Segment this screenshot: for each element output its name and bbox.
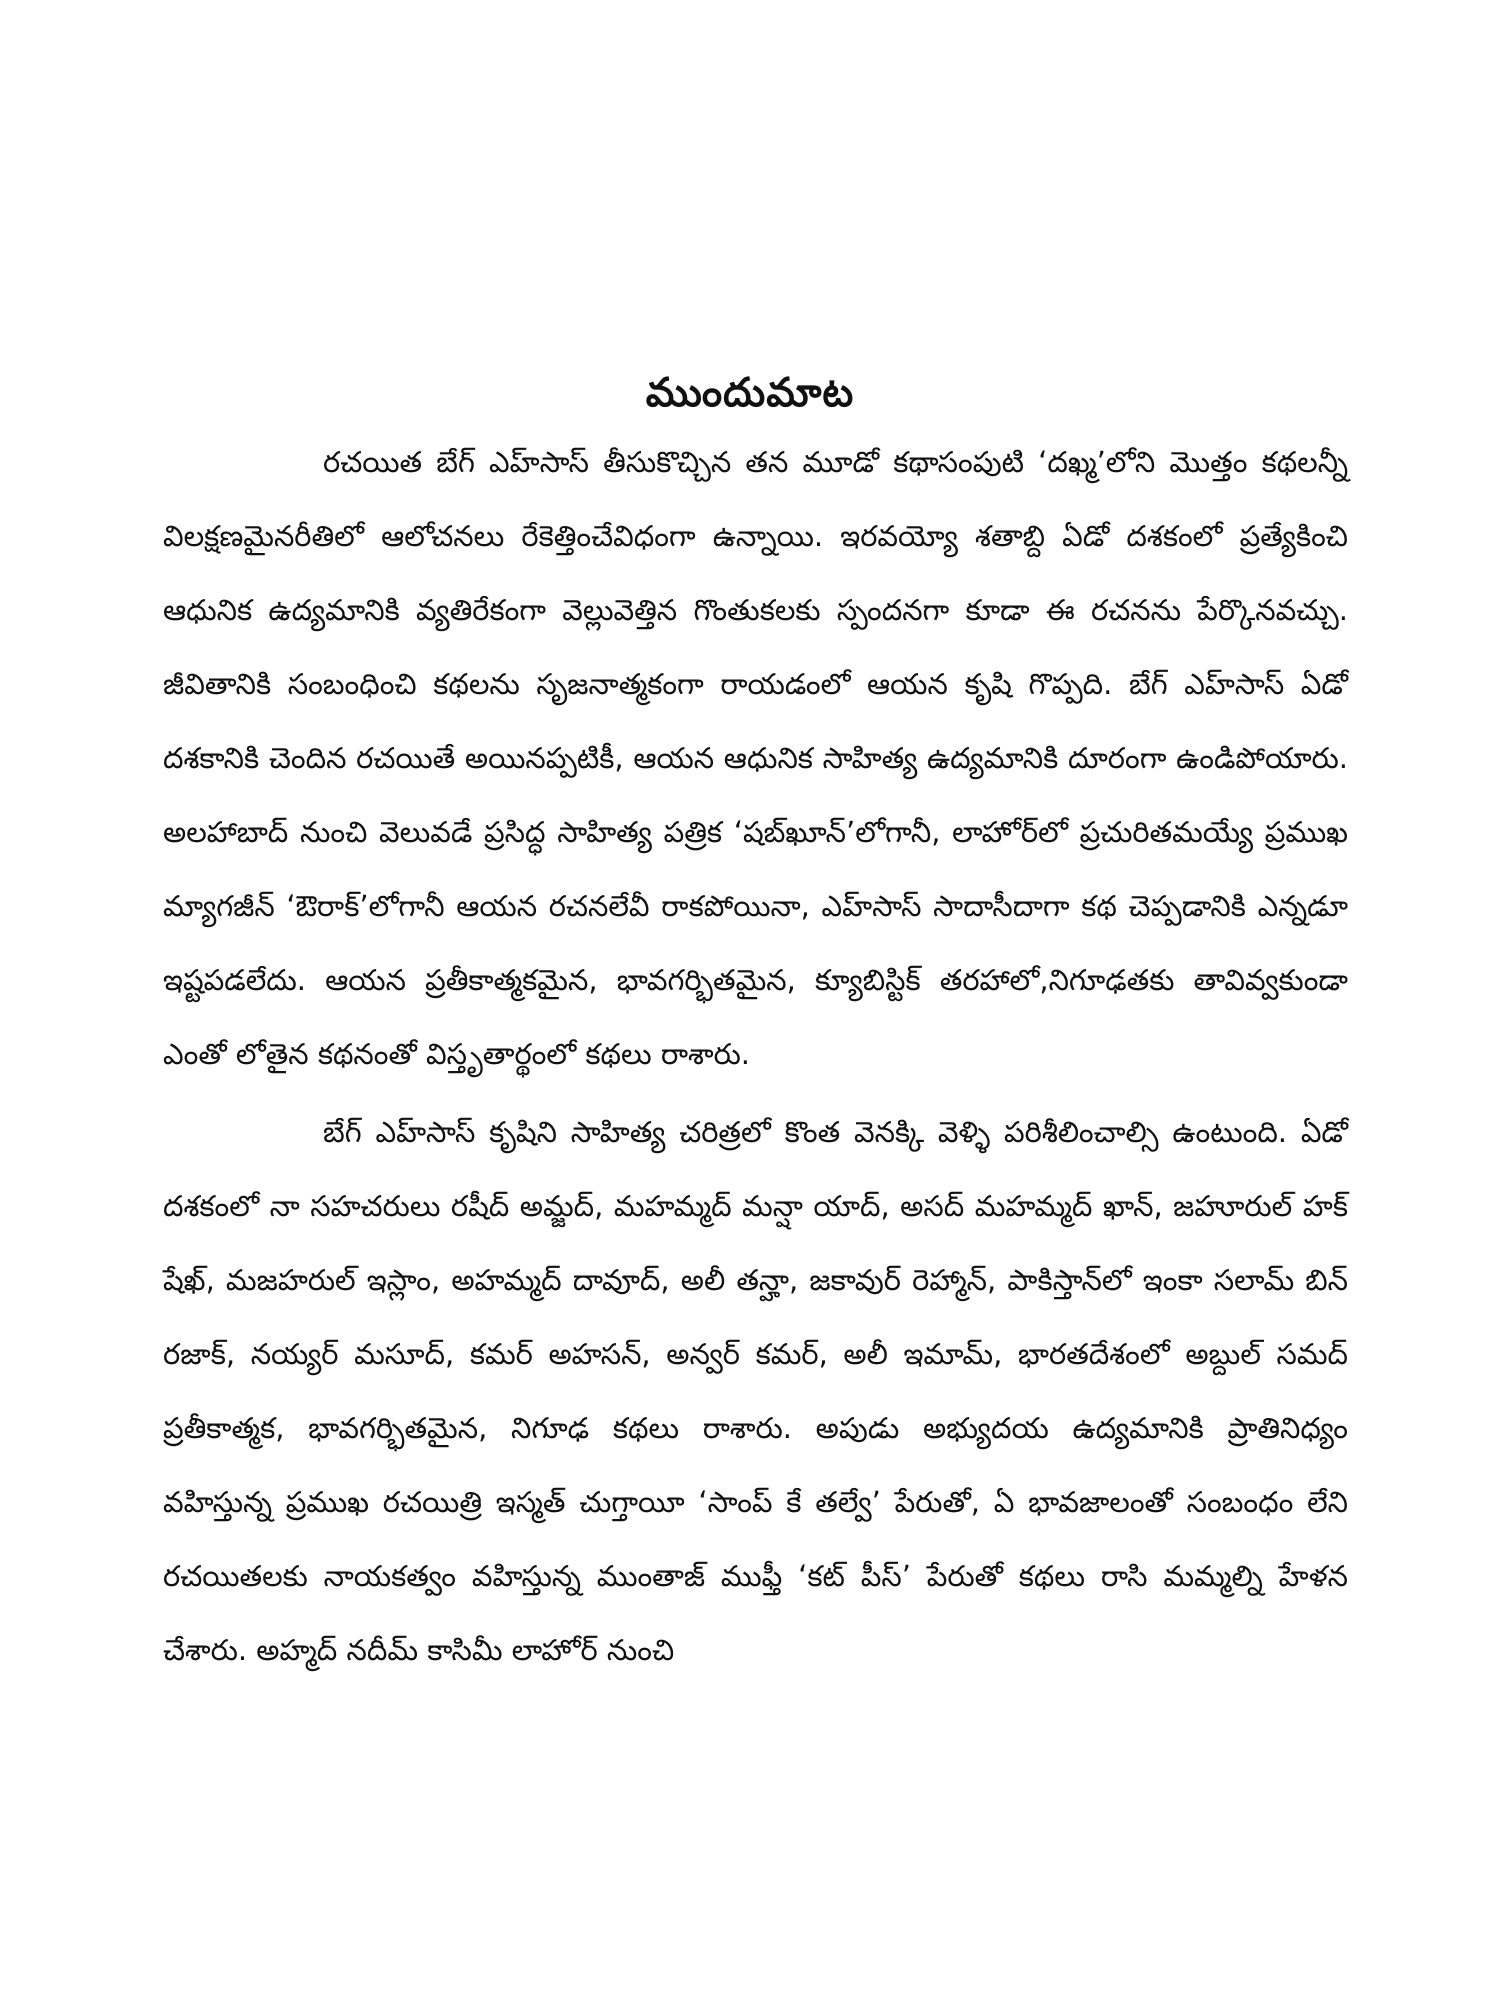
body-text <box>163 425 1348 1687</box>
paragraph-1: రచయిత బేగ్ ఎహ్‌సాస్ తీసుకొచ్చిన తన మూడో కథాసంపుటి ‘దఖ్మ’లోని మొత్తం కథలన్నీ విలక్షణమైనరీతిలో ఆలోచనలు రేకెత్తించేవిధంగా ఉన్నాయి. ఇరవయ్యో శతాబ్ది ఏడో దశకంలో ప్రత్యేకించి ఆధునిక ఉద్యమానికి వ్యతిరేకంగా వెల్లువెత్తిన గొంతుకలకు స్పందనగా కూడా ఈ రచనను పేర్కొనవచ్చు. జీవితానికి సంబంధించి కథలను సృజనాత్మకంగా రాయడంలో ఆయన కృషి గొప్పది. బేగ్ ఎహ్‌సాస్ ఏడో దశకానికి చెందిన రచయితే అయినప్పటికీ, ఆయన ఆధునిక సాహిత్య ఉద్యమానికి దూరంగా ఉండిపోయారు. అలహాబాద్ నుంచి వెలువడే ప్రసిద్ధ సాహిత్య పత్రిక ‘షబ్‌ఖూన్’లోగానీ, లాహోర్‌లో ప్రచురితమయ్యే ప్రముఖ మ్యాగజీన్ ‘ఔరాక్’లోగానీ ఆయన రచనలేవీ రాకపోయినా, ఎహ్‌సాస్ సాదాసీదాగా కథ చెప్పడానికి ఎన్నడూ ఇష్టపడలేదు. ఆయన ప్రతీకాత్మకమైన, భావగర్భితమైన, క్యూబిస్టిక్ తరహాలో,నిగూఢతకు తావివ్వకుండా ఎంతో లోతైన కథనంతో విస్తృతార్థంలో కథలు రాశారు. <box>163 445 1348 1071</box>
paragraph-2: బేగ్ ఎహ్‌సాస్ కృషిని సాహిత్య చరిత్రలో కొంత వెనక్కి వెళ్ళి పరిశీలించాల్సి ఉంటుంది. ఏడో దశకంలో నా సహచరులు రషీద్ అమ్జద్, మహమ్మద్ మన్షా యాద్, అసద్ మహమ్మద్ ఖాన్, జహూరుల్ హక్ షేఖ్, మజహరుల్ ఇస్లాం, అహమ్మద్ దావూద్, అలీ తన్హా, జకావుర్ రెహ్మాన్, పాకిస్తాన్‌లో ఇంకా సలామ్ బిన్ రజాక్, నయ్యర్ మసూద్, కమర్ అహసన్, అన్వర్ కమర్, అలీ ఇమామ్, భారతదేశంలో అబ్దుల్ సమద్ ప్రతీకాత్మక, భావగర్భితమైన, నిగూఢ కథలు రాశారు. అపుడు అభ్యుదయ ఉద్యమానికి ప్రాతినిధ్యం వహిస్తున్న ప్రముఖ రచయిత్రి ఇస్మత్ చుగ్తాయీ ‘సాంప్ కే తల్వే’ పేరుతో, ఏ భావజాలంతో సంబంధం లేని రచయితలకు నాయకత్వం వహిస్తున్న ముంతాజ్ ముఫ్తీ ‘కట్ పీస్’ పేరుతో కథలు రాసి మమ్మల్ని హేళన చేశారు. అహ్మద్ నదీమ్ కాసిమీ లాహోర్ నుంచి <box>163 1115 1348 1667</box>
page-title: ముందుమాట <box>645 369 855 416</box>
